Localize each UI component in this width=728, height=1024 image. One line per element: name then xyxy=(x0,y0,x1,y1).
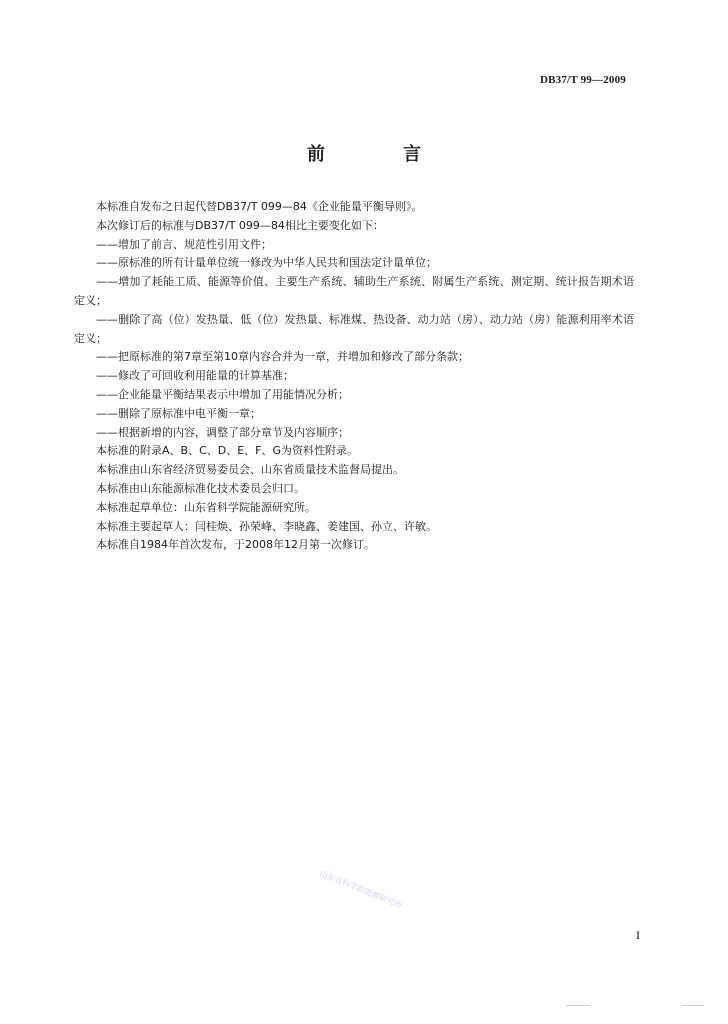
watermark: 山东省科学院能源研究所 xyxy=(318,868,404,911)
scan-artifact xyxy=(566,1005,590,1006)
list-item: ——根据新增的内容，调整了部分章节及内容顺序； xyxy=(96,425,349,439)
list-item: ——增加了耗能工质、能源等价值、主要生产系统、辅助生产系统、附属生产系统、测定期、统计报告期术语定义； xyxy=(74,275,634,307)
paragraph: 本标准的附录A、B、C、D、E、F、G为资料性附录。 xyxy=(96,444,359,458)
page-number: I xyxy=(636,928,640,942)
standard-code: DB37/T 99—2009 xyxy=(539,74,626,86)
list-item: ——增加了前言、规范性引用文件； xyxy=(96,237,272,251)
list-item: ——企业能量平衡结果表示中增加了用能情况分析； xyxy=(96,387,349,401)
paragraph: 本标准自1984年首次发布，于2008年12月第一次修订。 xyxy=(96,538,375,552)
paragraph: 本标准由山东省经济贸易委员会、山东省质量技术监督局提出。 xyxy=(96,463,404,477)
list-item: ——原标准的所有计量单位统一修改为中华人民共和国法定计量单位； xyxy=(96,256,437,270)
foreword-body xyxy=(74,198,634,555)
paragraph: 本标准由山东能源标准化技术委员会归口。 xyxy=(96,481,305,495)
list-item: ——删除了原标准中电平衡一章； xyxy=(96,406,261,420)
paragraph: 本标准起草单位：山东省科学院能源研究所。 xyxy=(96,500,316,514)
paragraph: 本次修订后的标准与DB37/T 099—84相比主要变化如下： xyxy=(96,218,384,232)
list-item: ——修改了可回收利用能量的计算基准； xyxy=(96,369,294,383)
page-title: 前 言 xyxy=(307,144,451,165)
paragraph: 本标准主要起草人：闫桂焕、孙荣峰、李晓鑫、姜建国、孙立、许敏。 xyxy=(96,519,437,533)
list-item: ——把原标准的第7章至第10章内容合并为一章，并增加和修改了部分条款； xyxy=(96,350,469,364)
paragraph: 本标准自发布之日起代替DB37/T 099—84《企业能量平衡导则》。 xyxy=(96,200,423,213)
scan-artifact xyxy=(682,1005,704,1006)
list-item: ——删除了高（位）发热量、低（位）发热量、标准煤、热设备、动力站（房）、动力站（房）能源利用率术语定义； xyxy=(74,312,634,345)
